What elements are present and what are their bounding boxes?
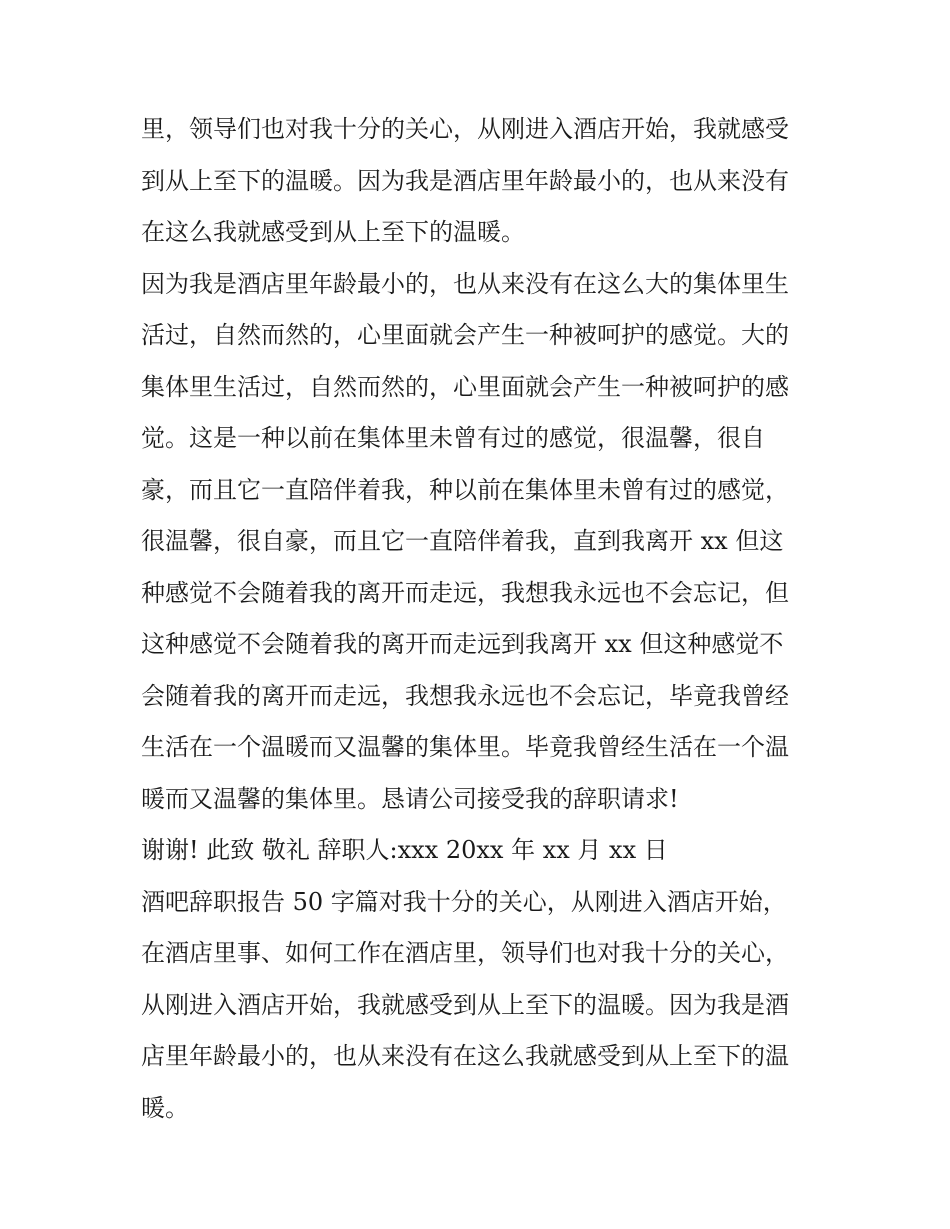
text-line: 从刚进入酒店开始，我就感受到从上至下的温暖。因为我是酒 xyxy=(141,990,789,1019)
text-line: 这种感觉不会随着我的离开而走远到我离开 xx 但这种感觉不 xyxy=(141,630,784,658)
text-line: 酒吧辞职报告 50 字篇对我十分的关心，从刚进入酒店开始， xyxy=(141,887,787,916)
text-line: 会随着我的离开而走远，我想我永远也不会忘记，毕竟我曾经 xyxy=(141,681,789,710)
text-line: 觉。这是一种以前在集体里未曾有过的感觉，很温馨，很自 xyxy=(141,424,765,452)
text-line: 集体里生活过，自然而然的，心里面就会产生一种被呵护的感 xyxy=(141,372,789,401)
text-line: 活过，自然而然的，心里面就会产生一种被呵护的感觉。大的 xyxy=(141,321,789,349)
text-line: 因为我是酒店里年龄最小的，也从来没有在这么大的集体里生 xyxy=(141,269,789,298)
text-line: 生活在一个温暖而又温馨的集体里。毕竟我曾经生活在一个温 xyxy=(141,733,789,761)
text-line: 在这么我就感受到从上至下的温暖。 xyxy=(141,218,525,246)
text-line: 豪，而且它一直陪伴着我，种以前在集体里未曾有过的感觉， xyxy=(141,475,789,504)
text-line: 暖。 xyxy=(141,1093,189,1122)
text-line: 种感觉不会随着我的离开而走远，我想我永远也不会忘记，但 xyxy=(141,578,789,607)
text-line: 在酒店里事、如何工作在酒店里，领导们也对我十分的关心， xyxy=(141,939,789,967)
text-line: 里，领导们也对我十分的关心，从刚进入酒店开始，我就感受 xyxy=(141,115,789,143)
text-line: 到从上至下的温暖。因为我是酒店里年龄最小的，也从来没有 xyxy=(141,166,789,195)
text-line: 店里年龄最小的，也从来没有在这么我就感受到从上至下的温 xyxy=(141,1042,789,1070)
text-line: 很温馨，很自豪，而且它一直陪伴着我，直到我离开 xx 但这 xyxy=(141,527,784,555)
text-line: 谢谢! 此致 敬礼 辞职人:xxx 20xx 年 xx 月 xx 日 xyxy=(141,836,668,864)
text-line: 暖而又温馨的集体里。恳请公司接受我的辞职请求! xyxy=(141,784,679,813)
document-body xyxy=(141,104,821,1134)
